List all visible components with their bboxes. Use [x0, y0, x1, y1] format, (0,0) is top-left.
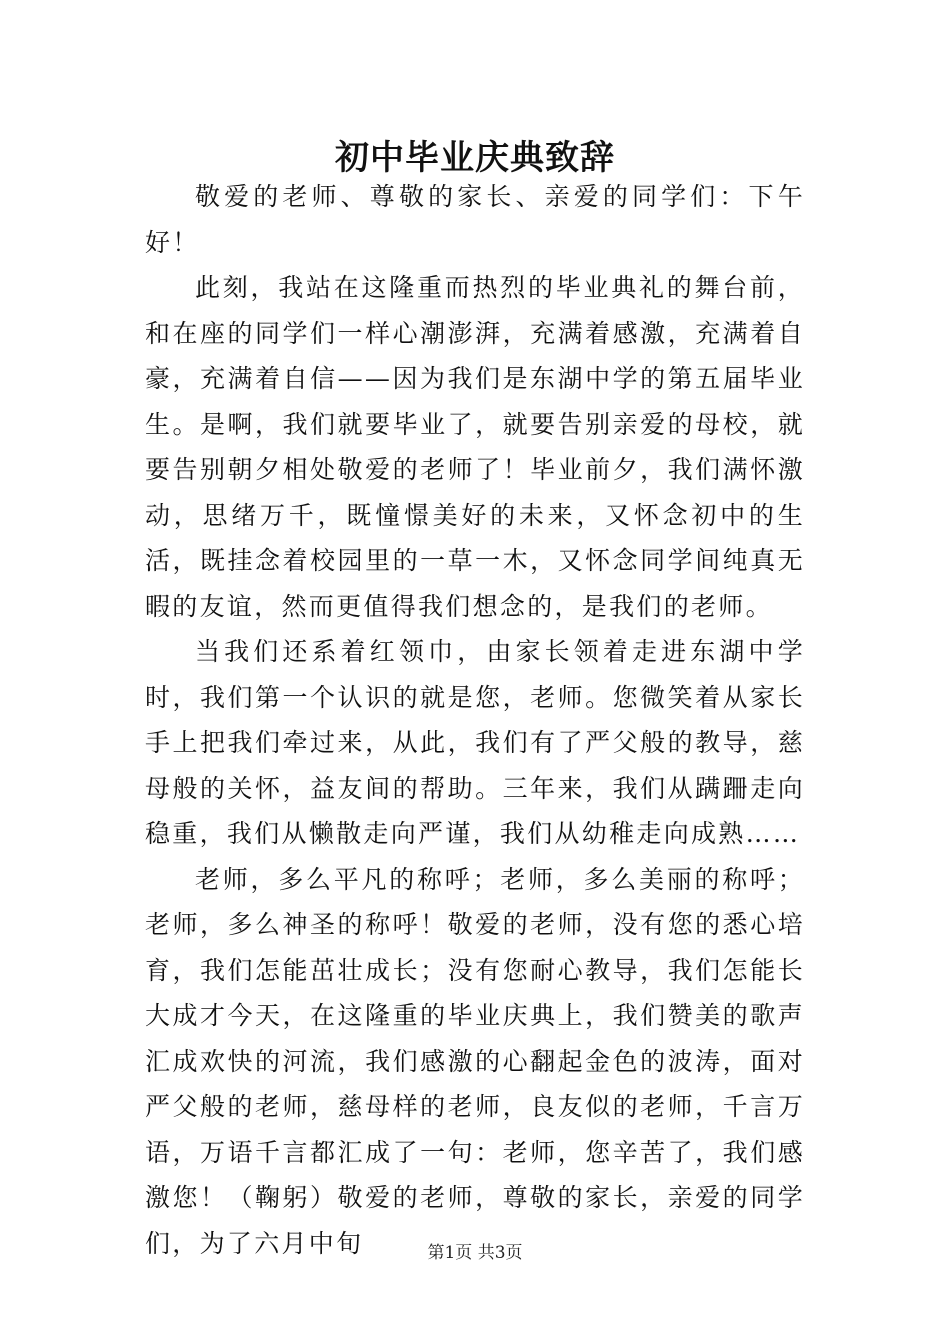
paragraph-3: 老师，多么平凡的称呼；老师，多么美丽的称呼；老师，多么神圣的称呼！敬爱的老师，没有您的悉心培育，我们怎能茁壮成长；没有您耐心教导，我们怎能长大成才今天，在这隆重的毕业庆典上，我们赞美的歌声汇成欢快的河流，我们感激的心翻起金色的波涛，面对严父般的老师，慈母样的老师，良友似的老师，千言万语，万语千言都汇成了一句：老师，您辛苦了，我们感激您！（鞠躬）敬爱的老师，尊敬的家长，亲爱的同学们，为了六月中旬 — [145, 864, 805, 1258]
document-title: 初中毕业庆典致辞 — [335, 138, 615, 178]
paragraph-greeting: 敬爱的老师、尊敬的家长、亲爱的同学们：下午好！ — [145, 182, 805, 257]
paragraph-1: 此刻，我站在这隆重而热烈的毕业典礼的舞台前，和在座的同学们一样心潮澎湃，充满着感激，充满着自豪，充满着自信——因为我们是东湖中学的第五届毕业生。是啊，我们就要毕业了，就要告别亲爱的母校，就要告别朝夕相处敬爱的老师了！毕业前夕，我们满怀激动，思绪万千，既憧憬美好的未来，又怀念初中的生活，既挂念着校园里的一草一木，又怀念同学间纯真无暇的友谊，然而更值得我们想念的，是我们的老师。 — [145, 273, 805, 621]
page-number-footer: 第1页 共3页 — [427, 1243, 523, 1263]
document-body — [145, 174, 805, 1266]
paragraph-2: 当我们还系着红领巾，由家长领着走进东湖中学时，我们第一个认识的就是您，老师。您微笑着从家长手上把我们牵过来，从此，我们有了严父般的教导，慈母般的关怀，益友间的帮助。三年来，我们从蹒跚走向稳重，我们从懒散走向严谨，我们从幼稚走向成熟…… — [145, 637, 805, 848]
